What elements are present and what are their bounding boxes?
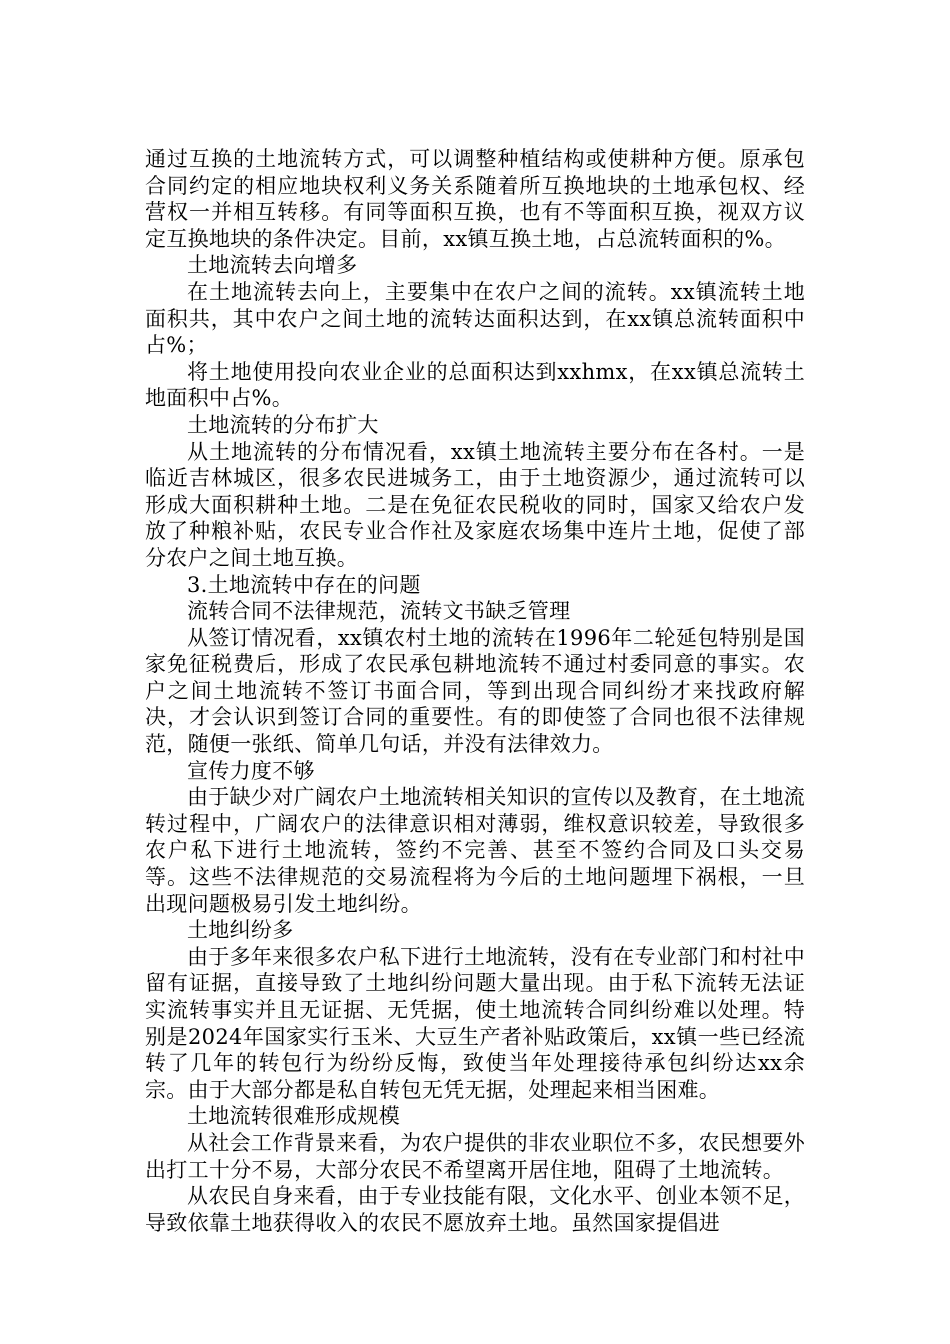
section-heading: 宣传力度不够 <box>187 758 315 783</box>
document-body <box>145 146 805 1236</box>
paragraph: 从签订情况看，xx镇农村土地的流转在1996年二轮延包特别是国家免征税费后，形成了农民承包耕地流转不通过村委同意的事实。农户之间土地流转不签订书面合同，等到出现合同纠纷才来找政府解决，才会认识到签订合同的重要性。有的即使签了合同也很不法律规范，随便一张纸、简单几句话，并没有法律效力。 <box>145 625 805 757</box>
section-heading: 土地纠纷多 <box>187 918 294 943</box>
section-heading: 3.土地流转中存在的问题 <box>187 572 421 597</box>
section-heading: 土地流转很难形成规模 <box>187 1104 400 1129</box>
section-heading: 流转合同不法律规范，流转文书缺乏管理 <box>187 599 571 624</box>
paragraph: 从土地流转的分布情况看，xx镇土地流转主要分布在各村。一是临近吉林城区，很多农民进城务工，由于土地资源少，通过流转可以形成大面积耕种土地。二是在免征农民税收的同时，国家又给农户发放了种粮补贴，农民专业合作社及家庭农场集中连片土地，促使了部分农户之间土地互换。 <box>145 439 805 570</box>
section-heading: 土地流转去向增多 <box>187 253 358 278</box>
paragraph: 由于多年来很多农户私下进行土地流转，没有在专业部门和村社中留有证据，直接导致了土地纠纷问题大量出现。由于私下流转无法证实流转事实并且无证据、无凭据，使土地流转合同纠纷难以处理。特别是2024年国家实行玉米、大豆生产者补贴政策后，xx镇一些已经流转了几年的转包行为纷纷反悔，致使当年处理接待承包纠纷达xx余宗。由于大部分都是私自转包无凭无据，处理起来相当困难。 <box>145 944 805 1102</box>
paragraph: 从农民自身来看，由于专业技能有限，文化水平、创业本领不足，导致依靠土地获得收入的农民不愿放弃土地。虽然国家提倡进 <box>145 1184 805 1235</box>
section-heading: 土地流转的分布扩大 <box>187 412 379 437</box>
paragraph: 通过互换的土地流转方式，可以调整种植结构或使耕种方便。原承包合同约定的相应地块权利义务关系随着所互换地块的土地承包权、经营权一并相互转移。有同等面积互换，也有不等面积互换，视双方议定互换地块的条件决定。目前，xx镇互换土地，占总流转面积的%。 <box>145 147 805 251</box>
paragraph: 由于缺少对广阔农户土地流转相关知识的宣传以及教育，在土地流转过程中，广阔农户的法律意识相对薄弱，维权意识较差，导致很多农户私下进行土地流转，签约不完善、甚至不签约合同及口头交易等。这些不法律规范的交易流程将为今后的土地问题埋下祸根，一旦出现问题极易引发土地纠纷。 <box>145 785 805 916</box>
paragraph: 在土地流转去向上，主要集中在农户之间的流转。xx镇流转土地面积共，其中农户之间土地的流转达面积达到，在xx镇总流转面积中占%； <box>145 279 805 358</box>
paragraph: 将土地使用投向农业企业的总面积达到xxhmx，在xx镇总流转土地面积中占%。 <box>145 359 805 411</box>
paragraph: 从社会工作背景来看，为农户提供的非农业职位不多，农民想要外出打工十分不易，大部分农民不希望离开居住地，阻碍了土地流转。 <box>145 1130 805 1182</box>
